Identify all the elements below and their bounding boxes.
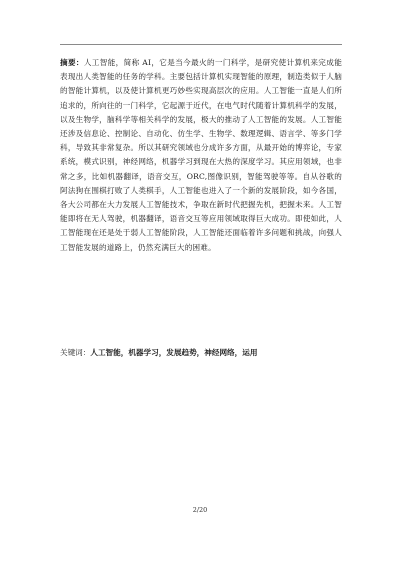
keywords-label: 关键词： xyxy=(60,348,91,357)
page-number: 2/20 xyxy=(192,506,208,514)
keywords-line xyxy=(60,346,342,360)
keywords-values: 人工智能，机器学习，发展趋势，神经网络，运用 xyxy=(90,348,258,357)
abstract-label: 摘要： xyxy=(60,58,84,67)
abstract-text: 人工智能，简称 AI，它是当今最火的一门科学，是研究使计算机来完成能表现出人类智能的任务的学科。主要包括计算机实现智能的原理，制造类似于人脑的智能计算机，以及使计算机更巧妙些实现高层次的应用。人工智能一直是人们所追求的，所向往的一门科学，它起源于近代，在电气时代随着计算机科学的发展，以及生物学，脑科学等相关科学的发展，极大的推动了人工智能的发展。人工智能还涉及信息论、控制论、自动化、仿生学、生物学、数理逻辑、语言学、等多门学科，导致其非常复杂。所以其研究领域也分成许多方面，从最开始的博弈论，专家系统，模式识别，神经网络，机器学习到现在大热的深度学习。其应用领域，也非常之多，比如机器翻译，语音交互，ORC,图像识别，智能驾驶等等。自从谷歌的阿法狗在围棋打败了人类棋手，人工智能也进入了一个新的发展阶段，如今各国，各大公司都在大力发展人工智能技术，争取在新时代把握先机，把握未来。人工智能即将在无人驾驶，机器翻译，语音交互等应用领域取得巨大成功。即使如此，人工智能现在还是处于弱人工智能阶段，人工智能还面临着许多问题和挑战，向强人工智能发展的道路上，仍然充满巨大的困难。 xyxy=(60,58,342,252)
abstract-paragraph xyxy=(60,56,342,255)
header-rule xyxy=(60,44,342,45)
